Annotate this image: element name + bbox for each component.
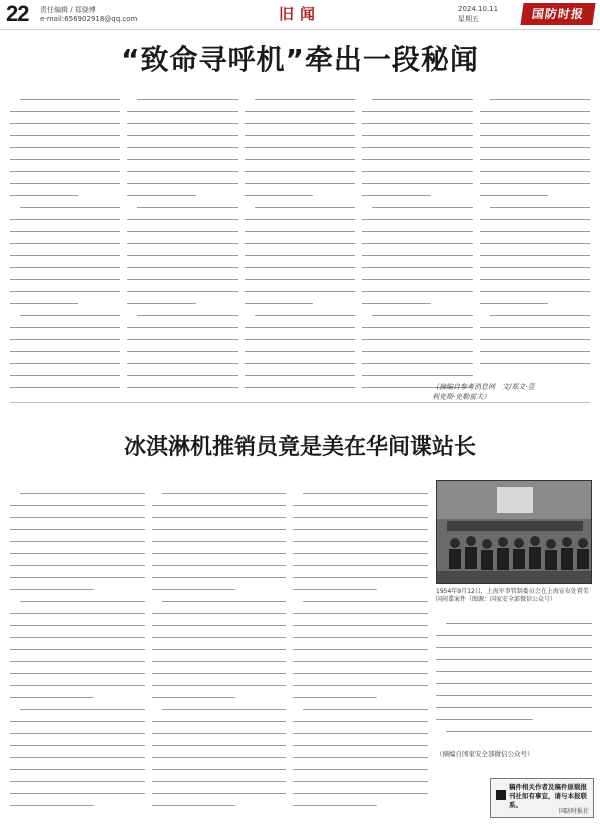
text-line-placeholder [10,634,145,641]
text-line-placeholder [10,502,145,509]
text-line-placeholder [10,646,145,653]
article1-headline: “致命寻呼机”牵出一段秘闻 [121,43,479,76]
text-line-placeholder [127,372,237,379]
text-line-placeholder [436,728,592,735]
text-line-placeholder [362,336,472,343]
text-line-placeholder [152,742,287,749]
text-line-placeholder [245,252,355,259]
text-line-placeholder [152,514,287,521]
text-line-placeholder [362,360,472,367]
text-line-placeholder [10,490,145,497]
text-line-placeholder [10,384,120,391]
text-line-placeholder [362,264,472,271]
article1-body [10,96,590,396]
text-line-placeholder [293,538,428,545]
text-line-placeholder [10,694,145,701]
text-line-placeholder [362,132,472,139]
text-line-placeholder [152,490,287,497]
text-line-placeholder [10,742,145,749]
text-line-placeholder [293,754,428,761]
text-line-placeholder [480,156,590,163]
text-line-placeholder [10,204,120,211]
text-line-placeholder [293,634,428,641]
text-line-placeholder [245,144,355,151]
text-line-placeholder [10,144,120,151]
text-line-placeholder [10,514,145,521]
text-line-placeholder [362,240,472,247]
text-line-placeholder [293,526,428,533]
text-line-placeholder [152,718,287,725]
text-line-placeholder [293,622,428,629]
text-line-placeholder [293,502,428,509]
text-line-placeholder [436,656,592,663]
text-line-placeholder [362,96,472,103]
text-line-placeholder [362,312,472,319]
text-line-placeholder [480,312,590,319]
text-line-placeholder [10,610,145,617]
text-line-placeholder [152,694,287,701]
text-line-placeholder [152,766,287,773]
text-line-placeholder [245,312,355,319]
text-line-placeholder [10,706,145,713]
text-line-placeholder [293,586,428,593]
text-line-placeholder [10,168,120,175]
text-line-placeholder [245,384,355,391]
text-line-placeholder [127,120,237,127]
text-line-placeholder [10,300,120,307]
notice-signature: 国防时报社 [558,808,589,815]
text-line-placeholder [127,180,237,187]
text-line-placeholder [152,658,287,665]
text-line-placeholder [436,632,592,639]
text-line-placeholder [293,646,428,653]
text-line-placeholder [127,132,237,139]
text-line-placeholder [362,168,472,175]
text-line-placeholder [245,288,355,295]
text-line-placeholder [127,264,237,271]
text-line-placeholder [10,288,120,295]
text-line-placeholder [245,120,355,127]
text-line-placeholder [293,598,428,605]
section-title: 旧闻 [278,5,321,23]
article1-column [480,96,590,396]
article1-column [127,96,237,396]
text-line-placeholder [436,692,592,699]
text-line-placeholder [10,526,145,533]
text-line-placeholder [293,682,428,689]
text-line-placeholder [480,276,590,283]
text-line-placeholder [480,264,590,271]
text-line-placeholder [362,192,472,199]
text-line-placeholder [152,790,287,797]
text-line-placeholder [127,312,237,319]
text-line-placeholder [362,180,472,187]
text-line-placeholder [480,252,590,259]
text-line-placeholder [293,610,428,617]
text-line-placeholder [152,634,287,641]
text-line-placeholder [10,312,120,319]
text-line-placeholder [152,562,287,569]
text-line-placeholder [245,348,355,355]
text-line-placeholder [293,778,428,785]
text-line-placeholder [152,778,287,785]
text-line-placeholder [293,658,428,665]
text-line-placeholder [245,228,355,235]
text-line-placeholder [152,538,287,545]
text-line-placeholder [293,730,428,737]
text-line-placeholder [10,108,120,115]
text-line-placeholder [245,264,355,271]
page-number: 22 [6,1,29,26]
text-line-placeholder [152,682,287,689]
courtroom-photo-art [437,481,592,584]
text-line-placeholder [362,144,472,151]
dateline [458,4,498,24]
text-line-placeholder [245,168,355,175]
text-line-placeholder [152,706,287,713]
text-line-placeholder [10,348,120,355]
text-line-placeholder [152,622,287,629]
text-line-placeholder [480,300,590,307]
editor-line: 责任编辑 / 郑骁博 [40,6,96,14]
text-line-placeholder [127,360,237,367]
text-line-placeholder [480,324,590,331]
text-line-placeholder [10,562,145,569]
text-line-placeholder [10,802,145,809]
text-line-placeholder [10,778,145,785]
text-line-placeholder [293,490,428,497]
text-line-placeholder [245,156,355,163]
article2-column [152,490,287,820]
text-line-placeholder [10,264,120,271]
text-line-placeholder [127,276,237,283]
text-line-placeholder [127,336,237,343]
text-line-placeholder [127,348,237,355]
text-line-placeholder [436,680,592,687]
text-line-placeholder [127,324,237,331]
text-line-placeholder [10,682,145,689]
text-line-placeholder [293,670,428,677]
text-line-placeholder [10,372,120,379]
text-line-placeholder [10,324,120,331]
text-line-placeholder [245,192,355,199]
text-line-placeholder [10,360,120,367]
text-line-placeholder [293,766,428,773]
photo-caption: 1954年9月12日，上海军事管制委员会在上海宣布处置美国间谍案件（图源：国家安全部微信公众号） [436,588,589,603]
article2-credit: （摘编自国家安全部微信公众号） [436,750,534,758]
text-line-placeholder [10,276,120,283]
text-line-placeholder [152,502,287,509]
text-line-placeholder [10,120,120,127]
text-line-placeholder [127,216,237,223]
article1-column [245,96,355,396]
text-line-placeholder [480,108,590,115]
contact-notice-box [490,778,594,818]
text-line-placeholder [10,550,145,557]
article1-column [362,96,472,396]
text-line-placeholder [480,120,590,127]
article-divider [10,402,590,403]
article2-headline: 冰淇淋机推销员竟是美在华间谍站长 [123,435,476,460]
text-line-placeholder [245,180,355,187]
text-line-placeholder [152,586,287,593]
text-line-placeholder [480,132,590,139]
text-line-placeholder [10,670,145,677]
editor-info [40,6,137,24]
text-line-placeholder [127,108,237,115]
article2-body [10,490,428,820]
masthead [0,0,600,30]
text-line-placeholder [127,144,237,151]
notice-text: 稿件相关作者及稿件原载报刊社如有事宜，请与本报联系。 [509,783,587,809]
text-line-placeholder [436,620,592,627]
article2-column [10,490,145,820]
text-line-placeholder [152,598,287,605]
text-line-placeholder [245,360,355,367]
text-line-placeholder [245,336,355,343]
text-line-placeholder [362,108,472,115]
text-line-placeholder [10,336,120,343]
text-line-placeholder [245,324,355,331]
text-line-placeholder [245,204,355,211]
text-line-placeholder [293,718,428,725]
text-line-placeholder [152,802,287,809]
text-line-placeholder [10,586,145,593]
issue-date: 2024.10.11 [458,5,499,13]
text-line-placeholder [127,168,237,175]
text-line-placeholder [480,228,590,235]
text-line-placeholder [10,180,120,187]
text-line-placeholder [245,96,355,103]
text-line-placeholder [293,574,428,581]
text-line-placeholder [362,204,472,211]
text-line-placeholder [10,216,120,223]
text-line-placeholder [152,646,287,653]
text-line-placeholder [293,550,428,557]
text-line-placeholder [127,288,237,295]
text-line-placeholder [480,180,590,187]
text-line-placeholder [293,694,428,701]
text-line-placeholder [293,790,428,797]
text-line-placeholder [10,598,145,605]
text-line-placeholder [436,644,592,651]
text-line-placeholder [245,276,355,283]
email-line: e-mail:656902918@qq.com [40,15,138,23]
text-line-placeholder [127,156,237,163]
article1-credit [432,382,592,402]
text-line-placeholder [10,622,145,629]
text-line-placeholder [152,754,287,761]
text-line-placeholder [293,706,428,713]
text-line-placeholder [10,240,120,247]
text-line-placeholder [10,228,120,235]
text-line-placeholder [10,658,145,665]
text-line-placeholder [127,204,237,211]
text-line-placeholder [362,228,472,235]
text-line-placeholder [436,716,592,723]
notice-bullet-icon [495,789,507,801]
text-line-placeholder [152,574,287,581]
text-line-placeholder [362,276,472,283]
text-line-placeholder [480,360,590,367]
text-line-placeholder [10,730,145,737]
text-line-placeholder [362,252,472,259]
text-line-placeholder [152,730,287,737]
text-line-placeholder [362,324,472,331]
text-line-placeholder [362,348,472,355]
text-line-placeholder [362,372,472,379]
text-line-placeholder [480,216,590,223]
issue-weekday: 星期五 [458,15,479,23]
text-line-placeholder [152,670,287,677]
text-line-placeholder [10,96,120,103]
text-line-placeholder [480,336,590,343]
courtroom-photo [436,480,592,584]
text-line-placeholder [152,526,287,533]
paper-logo: 国防时报 [520,3,595,25]
text-line-placeholder [436,704,592,711]
text-line-placeholder [480,204,590,211]
article2-column [293,490,428,820]
text-line-placeholder [10,156,120,163]
text-line-placeholder [10,754,145,761]
text-line-placeholder [293,562,428,569]
text-line-placeholder [245,132,355,139]
text-line-placeholder [10,718,145,725]
text-line-placeholder [127,96,237,103]
text-line-placeholder [10,790,145,797]
article1-credit-line: （摘编自参考消息网 文/郑文·壹 [432,383,535,391]
text-line-placeholder [480,348,590,355]
text-line-placeholder [127,384,237,391]
text-line-placeholder [152,550,287,557]
text-line-placeholder [293,802,428,809]
text-line-placeholder [480,192,590,199]
text-line-placeholder [362,120,472,127]
text-line-placeholder [127,192,237,199]
text-line-placeholder [293,514,428,521]
text-line-placeholder [127,300,237,307]
article2-side-column [436,620,592,750]
text-line-placeholder [10,252,120,259]
text-line-placeholder [245,372,355,379]
article1-credit-line: 利克斯·克勒雷夫） [432,393,491,401]
text-line-placeholder [245,216,355,223]
text-line-placeholder [480,240,590,247]
text-line-placeholder [10,132,120,139]
text-line-placeholder [362,300,472,307]
text-line-placeholder [362,156,472,163]
text-line-placeholder [127,240,237,247]
text-line-placeholder [10,574,145,581]
text-line-placeholder [245,240,355,247]
text-line-placeholder [10,192,120,199]
text-line-placeholder [10,766,145,773]
article1-column [10,96,120,396]
text-line-placeholder [480,144,590,151]
text-line-placeholder [480,168,590,175]
text-line-placeholder [127,252,237,259]
text-line-placeholder [152,610,287,617]
text-line-placeholder [362,216,472,223]
text-line-placeholder [362,288,472,295]
text-line-placeholder [480,96,590,103]
text-line-placeholder [293,742,428,749]
text-line-placeholder [127,228,237,235]
text-line-placeholder [436,668,592,675]
text-line-placeholder [245,108,355,115]
text-line-placeholder [480,288,590,295]
text-line-placeholder [10,538,145,545]
text-line-placeholder [245,300,355,307]
